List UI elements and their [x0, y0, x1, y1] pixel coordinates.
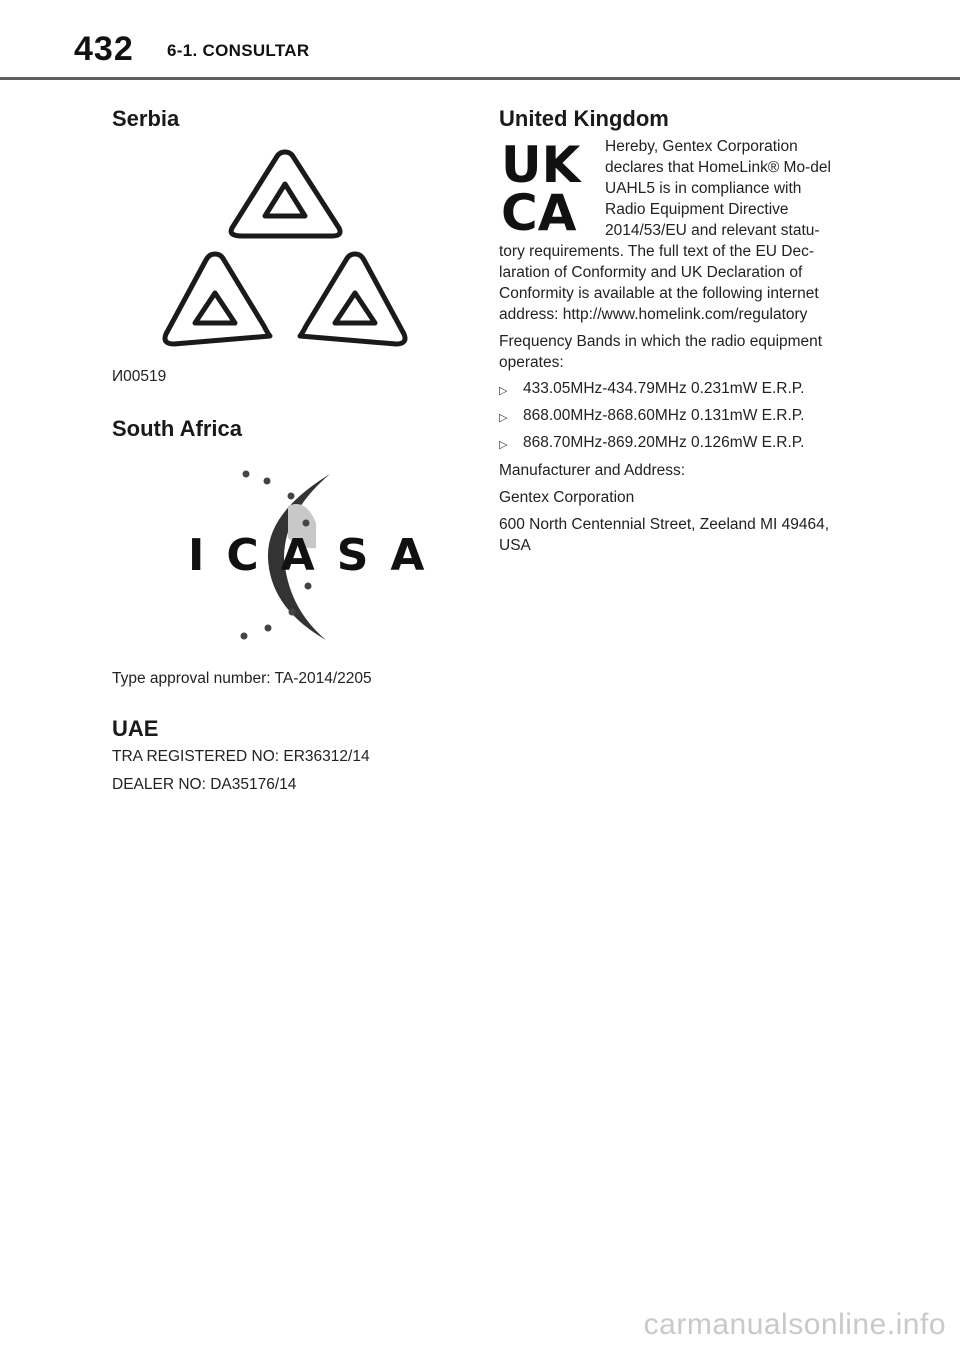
list-item [499, 432, 849, 459]
uae-heading: UAE [112, 716, 159, 741]
icasa-logo-text: ICASA [188, 530, 447, 581]
uae-dealer-number: DEALER NO: DA35176/14 [112, 776, 297, 793]
list-item [499, 378, 849, 405]
chapter-title: 6-1. CONSULTAR [167, 41, 310, 60]
ukca-mark-icon [501, 136, 597, 242]
serbia-heading: Serbia [112, 106, 180, 131]
triangle-bullet-icon: ▷ [499, 412, 508, 424]
ukca-logo-text: UK CA [501, 136, 581, 242]
triangle-bullet-icon: ▷ [499, 439, 508, 451]
triangle-bullet-icon: ▷ [499, 385, 508, 397]
band-text: 868.00MHz-868.60MHz 0.131mW E.R.P. [523, 407, 805, 424]
watermark: carmanualsonline.info [643, 1308, 946, 1341]
page-number: 432 [74, 30, 134, 68]
manufacturer-address: 600 North Centennial Street, Zeeland MI 49464, USA [499, 516, 830, 554]
frequency-bands-intro: Frequency Bands in which the radio equipment operates: [499, 333, 823, 371]
band-text: 433.05MHz-434.79MHz 0.231mW E.R.P. [523, 380, 805, 397]
south-africa-heading: South Africa [112, 416, 242, 441]
uk-heading: United Kingdom [499, 106, 669, 131]
uae-tra-number: TRA REGISTERED NO: ER36312/14 [112, 748, 370, 765]
icasa-logo-icon [188, 468, 447, 643]
type-approval-number: Type approval number: TA-2014/2205 [112, 670, 372, 687]
manufacturer-label: Manufacturer and Address: [499, 462, 686, 479]
serbia-triangle-mark-icon [160, 148, 410, 348]
page-header [0, 0, 960, 80]
manufacturer-name: Gentex Corporation [499, 489, 635, 506]
frequency-band-list [499, 378, 849, 459]
uk-declaration-text: tory requirements. The full text of the EU Dec-laration of Conformity and UK Declaration of Conformity is available at the following internet address: http://www.homelink.com/regulatory [499, 243, 819, 323]
header-divider [0, 77, 960, 80]
serbia-approval-code: И00519 [112, 368, 167, 385]
uk-declaration-intro: Hereby, Gentex Corporation declares that HomeLink® Mo-del UAHL5 is in compliance with Radio Equipment Directive 2014/53/EU and relevant statu- [605, 138, 831, 239]
list-item [499, 405, 849, 432]
band-text: 868.70MHz-869.20MHz 0.126mW E.R.P. [523, 434, 805, 451]
